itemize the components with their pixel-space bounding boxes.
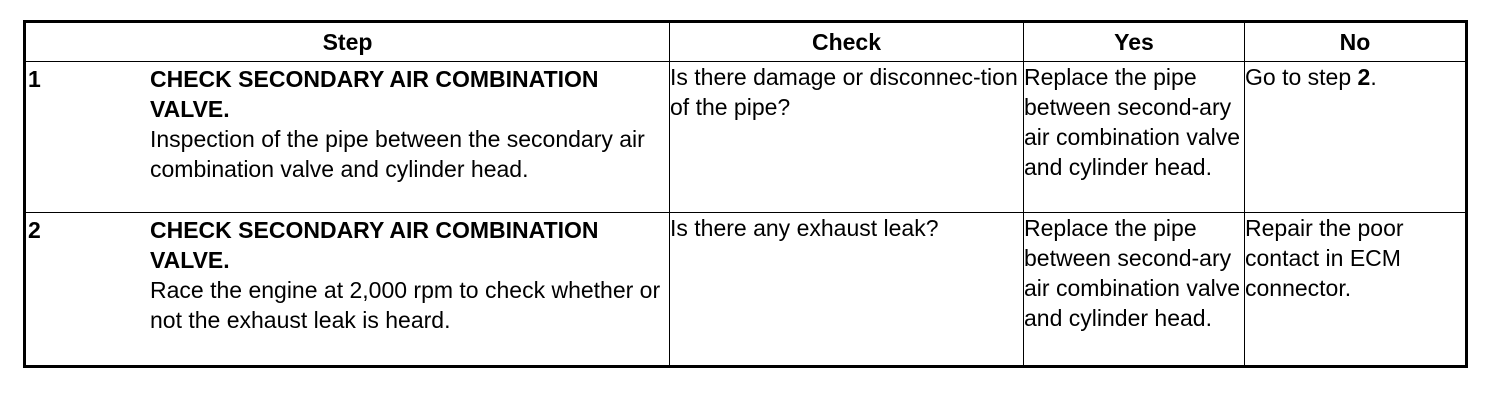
no-step-reference: 2 xyxy=(1357,64,1371,90)
yes-cell: Replace the pipe between second-ary air combination valve and cylinder head. xyxy=(1024,213,1245,367)
no-cell xyxy=(1245,62,1467,213)
step-cell xyxy=(25,62,670,213)
header-row xyxy=(25,22,1467,62)
table-row xyxy=(25,62,1467,213)
no-cell: Repair the poor contact in ECM connector. xyxy=(1245,213,1467,367)
step-title: CHECK SECONDARY AIR COMBINATION VALVE. xyxy=(150,217,599,273)
step-description: Inspection of the pipe between the secondary air combination valve and cylinder head. xyxy=(150,126,645,182)
step-title: CHECK SECONDARY AIR COMBINATION VALVE. xyxy=(150,66,599,122)
no-text-prefix: Go to step xyxy=(1245,64,1358,90)
check-cell: Is there damage or disconnec-tion of the pipe? xyxy=(670,62,1024,213)
table-row xyxy=(25,213,1467,367)
header-check: Check xyxy=(670,22,1024,62)
header-no: No xyxy=(1245,22,1467,62)
check-cell: Is there any exhaust leak? xyxy=(670,213,1024,367)
step-number: 1 xyxy=(28,66,41,92)
header-step: Step xyxy=(25,22,670,62)
no-text-suffix: . xyxy=(1370,64,1377,90)
step-description: Race the engine at 2,000 rpm to check whether or not the exhaust leak is heard. xyxy=(150,277,661,333)
step-number: 2 xyxy=(28,217,41,243)
header-yes: Yes xyxy=(1024,22,1245,62)
step-cell xyxy=(25,213,670,367)
yes-cell: Replace the pipe between second-ary air combination valve and cylinder head. xyxy=(1024,62,1245,213)
diagnostic-procedure-table xyxy=(23,20,1468,368)
